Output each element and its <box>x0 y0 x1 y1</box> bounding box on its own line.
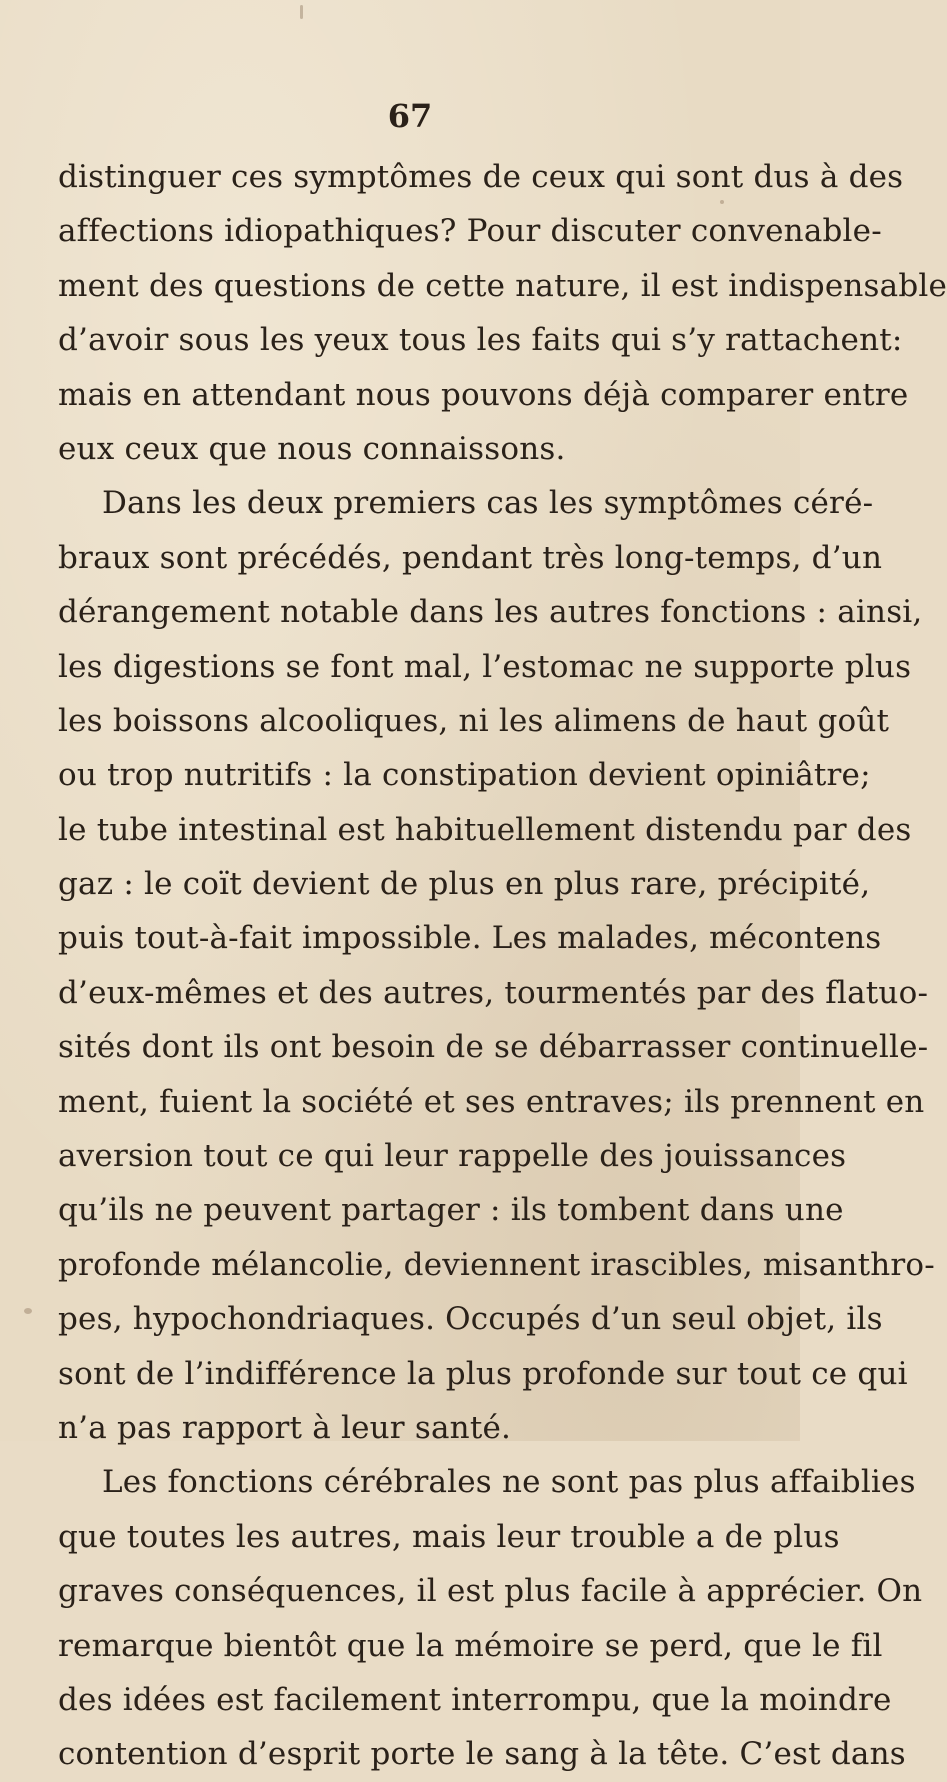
paper-speck <box>720 200 724 204</box>
text-line: ment des questions de cette nature, il est indispensable <box>58 267 947 304</box>
text-line: ment, fuient la société et ses entraves; ils prennent en <box>58 1083 925 1120</box>
text-line: pes, hypochondriaques. Occupés d’un seul objet, ils <box>58 1301 883 1338</box>
text-line: gaz : le coït devient de plus en plus rare, précipité, <box>58 866 871 903</box>
text-line: le tube intestinal est habituellement distendu par des <box>58 811 912 848</box>
text-line: affections idiopathiques? Pour discuter convenable- <box>58 213 882 250</box>
text-line: remarque bientôt que la mémoire se perd, que le fil <box>58 1627 883 1664</box>
text-line: les boissons alcooliques, ni les alimens de haut goût <box>58 702 890 739</box>
text-line: sont de l’indifférence la plus profonde sur tout ce qui <box>58 1355 908 1392</box>
text-line: d’eux-mêmes et des autres, tourmentés par des flatuo- <box>58 974 929 1011</box>
text-line: n’a pas rapport à leur santé. <box>58 1409 512 1446</box>
text-line: mais en attendant nous pouvons déjà comparer entre <box>58 376 909 413</box>
text-line: des idées est facilement interrompu, que la moindre <box>58 1681 892 1718</box>
paper-speck <box>300 5 303 19</box>
text-line: dérangement notable dans les autres fonctions : ainsi, <box>58 594 923 631</box>
text-line: ou trop nutritifs : la constipation devient opiniâtre; <box>58 757 871 794</box>
text-line: distinguer ces symptômes de ceux qui sont dus à des <box>58 159 904 195</box>
text-line: contention d’esprit porte le sang à la tête. C’est dans <box>58 1736 906 1773</box>
paper-speck <box>24 1308 32 1314</box>
page-number: 67 <box>387 97 433 135</box>
text-line: aversion tout ce qui leur rappelle des jouissances <box>58 1138 847 1175</box>
text-line: puis tout-à-fait impossible. Les malades, mécontens <box>58 920 882 957</box>
text-line: sités dont ils ont besoin de se débarrasser continuelle- <box>58 1029 929 1066</box>
text-line: eux ceux que nous connaissons. <box>58 430 566 467</box>
body-text <box>58 150 947 1782</box>
paragraph-start-line: Dans les deux premiers cas les symptômes céré- <box>102 485 874 522</box>
text-line: les digestions se font mal, l’estomac ne supporte plus <box>58 648 912 685</box>
paragraph-start-line: Les fonctions cérébrales ne sont pas plus affaiblies <box>102 1464 916 1501</box>
text-line: qu’ils ne peuvent partager : ils tombent dans une <box>58 1192 844 1229</box>
text-line: braux sont précédés, pendant très long-temps, d’un <box>58 539 883 576</box>
text-line: profonde mélancolie, deviennent irascibles, misanthro- <box>58 1246 935 1283</box>
text-line: d’avoir sous les yeux tous les faits qui s’y rattachent: <box>58 322 903 359</box>
text-line: graves conséquences, il est plus facile à apprécier. On <box>58 1573 923 1610</box>
text-line: que toutes les autres, mais leur trouble a de plus <box>58 1518 840 1555</box>
paper-speck <box>525 1380 528 1384</box>
